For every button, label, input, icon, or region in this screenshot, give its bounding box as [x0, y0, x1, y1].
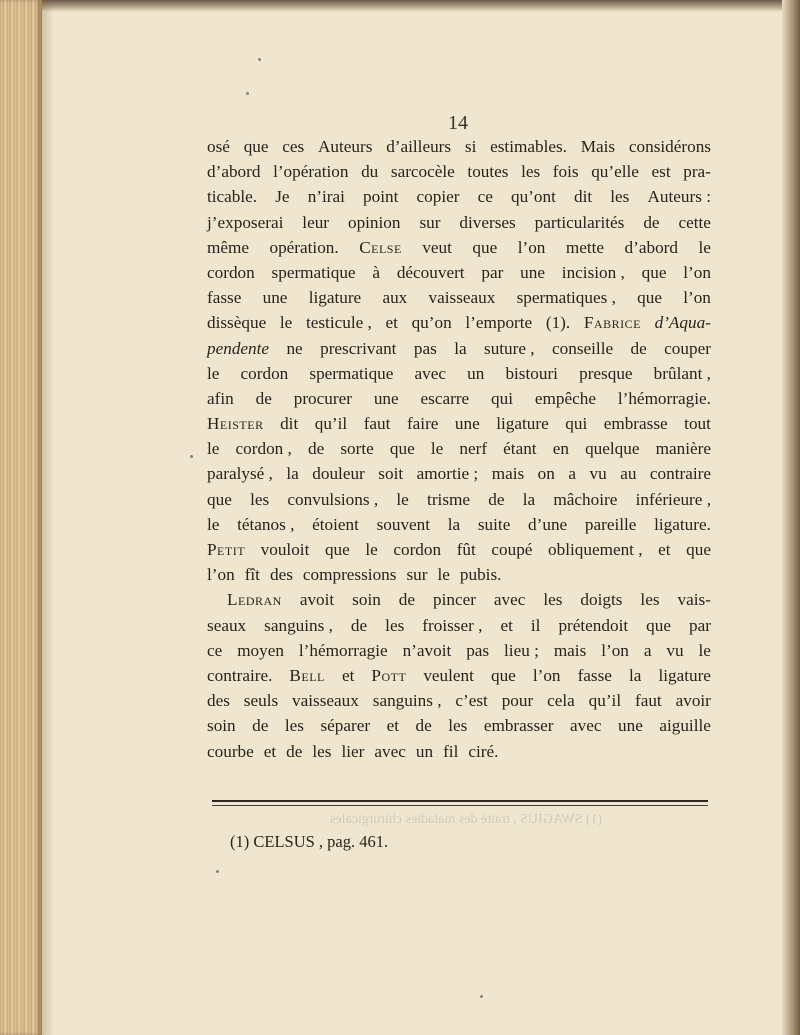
word: d’une [528, 514, 568, 534]
word: d’abord [624, 237, 678, 257]
paper-speck [190, 455, 193, 458]
text-line [207, 562, 711, 587]
top-shadow [0, 0, 800, 12]
word: soit [378, 464, 404, 484]
word: conseille [552, 338, 614, 358]
word: ligature [308, 288, 362, 308]
word: le [437, 565, 450, 585]
word: une [262, 288, 288, 308]
word: froisser , [422, 615, 483, 635]
word: faut [634, 691, 662, 711]
word: avec [570, 716, 602, 736]
word: de [488, 489, 505, 509]
word: ligature. [654, 514, 711, 534]
word: manière [655, 439, 711, 459]
footnote: (1) CELSUS , pag. 461. [230, 832, 389, 851]
word: même [207, 237, 249, 257]
word: aiguille [659, 716, 711, 736]
word: ce [477, 187, 493, 207]
word: toutes [467, 162, 509, 182]
word: inférieure , [635, 489, 711, 509]
word: quelque [585, 439, 640, 459]
text-line [207, 159, 711, 184]
word: Auteurs [318, 137, 373, 156]
word: cordon [240, 363, 289, 383]
word: les [448, 716, 468, 736]
word: copier [416, 187, 460, 207]
word: de [307, 439, 325, 459]
word: fil [443, 741, 459, 761]
word: tétanos , [237, 514, 295, 534]
text-line [207, 613, 711, 638]
word: embrasse [603, 414, 668, 434]
text-line [207, 461, 711, 486]
word: Celse [359, 237, 402, 257]
word: les [250, 489, 270, 509]
word: pour [501, 691, 534, 711]
word: étoient [312, 514, 359, 534]
word: et [500, 615, 513, 635]
word: il [530, 615, 541, 635]
word: bistouri [505, 363, 558, 383]
word: et [658, 540, 671, 559]
word: souvent [376, 514, 431, 534]
word: lieu ; [504, 640, 539, 660]
word: particularités [534, 212, 625, 232]
word: pas [466, 640, 490, 660]
word: le [698, 640, 711, 660]
word: prescrivant [320, 338, 397, 358]
word: procurer [293, 388, 352, 408]
word: la [628, 665, 642, 685]
word: a [643, 640, 652, 660]
word: par [688, 615, 711, 635]
word: ce [207, 640, 223, 660]
word: seaux [207, 615, 247, 635]
word: Fabrice [583, 313, 641, 333]
word: veut [422, 237, 452, 257]
word: de [630, 338, 647, 358]
word: fasse [207, 288, 242, 308]
word: vaisseaux [292, 691, 359, 711]
word: le [279, 313, 293, 333]
word: de [415, 716, 432, 736]
word: vais- [677, 590, 711, 610]
word: à [372, 262, 380, 282]
word: que [324, 540, 350, 559]
word: a [568, 464, 576, 484]
word: l’emporte [465, 313, 533, 333]
word: courbe [207, 741, 254, 761]
word: nerf [459, 439, 488, 459]
word: que [646, 615, 671, 635]
word: l’on [532, 665, 561, 685]
word: contraire [649, 464, 711, 484]
word: l’on [517, 237, 546, 257]
text-line [207, 713, 711, 738]
word: le [207, 514, 220, 534]
word: un [467, 363, 485, 383]
text-line [207, 285, 711, 310]
word: de [350, 615, 368, 635]
word: Bell [289, 665, 325, 685]
text-line [207, 336, 711, 361]
word: cordon , [235, 439, 292, 459]
word: Heister [207, 414, 264, 434]
word: que [490, 665, 516, 685]
word: pra- [683, 162, 711, 182]
word: les [543, 590, 563, 610]
word: mais [553, 640, 587, 660]
word: pareille [584, 514, 637, 534]
word: doigts [580, 590, 623, 610]
word: compressions [302, 565, 397, 585]
word: les [610, 187, 630, 207]
text-line [207, 386, 711, 411]
word: paralysé , [207, 464, 273, 484]
text-line [207, 587, 711, 612]
text-line [207, 487, 711, 512]
word: sanguins , [264, 615, 333, 635]
word: faut [363, 414, 391, 434]
word: diverses [459, 212, 516, 232]
word: de [255, 388, 272, 408]
word: est [651, 162, 671, 182]
text-line [207, 436, 711, 461]
word: escarre [420, 388, 470, 408]
word: les [385, 615, 405, 635]
word: opinion [347, 212, 401, 232]
word: une [373, 388, 399, 408]
word: que [207, 489, 232, 509]
word: des [269, 565, 293, 585]
paper-speck [246, 92, 249, 95]
text-line [207, 512, 711, 537]
word: sur [419, 212, 441, 232]
word: du [361, 162, 379, 182]
word: fois [552, 162, 579, 182]
word: convulsions , [287, 489, 379, 509]
word: les [312, 741, 332, 761]
word: le [207, 363, 220, 383]
word: et [385, 313, 398, 333]
word: sorte [340, 439, 374, 459]
word: mette [565, 237, 605, 257]
word: l’hémorragie [298, 640, 388, 660]
word: l’opération [273, 162, 349, 182]
page-edges-left [0, 0, 42, 1035]
word: Pott [371, 665, 407, 685]
word: et [386, 716, 400, 736]
word: cordon [393, 540, 442, 559]
word: et [263, 741, 277, 761]
text-line [207, 638, 711, 663]
word: cordon [207, 262, 255, 282]
word: la [522, 489, 536, 509]
word: avec [414, 363, 446, 383]
word: que [637, 288, 662, 308]
word: ces [282, 137, 305, 156]
word: vu [589, 464, 607, 484]
word: sarcocèle [390, 162, 455, 182]
word: le [430, 439, 444, 459]
word: spermatiques , [516, 288, 616, 308]
word: Je [275, 187, 290, 207]
word: découvert [396, 262, 465, 282]
word: dissèque [207, 313, 267, 333]
word: sanguins , [372, 691, 442, 711]
word: fût [456, 540, 476, 559]
word: fasse [577, 665, 612, 685]
word: estimables. [490, 137, 567, 156]
word: avec [493, 590, 526, 610]
word: de [252, 716, 269, 736]
word: dit [280, 414, 299, 434]
word: que [641, 262, 667, 282]
text-line [207, 134, 711, 159]
word: dit [573, 187, 593, 207]
word: l’hémorragie. [617, 388, 711, 408]
word: ligature [658, 665, 711, 685]
word: j’exposerai [207, 212, 284, 232]
word: l’on [207, 565, 235, 585]
text-line [207, 411, 711, 436]
word: des [207, 691, 230, 711]
word: un [415, 741, 434, 761]
word: la [454, 338, 467, 358]
word: ciré. [468, 741, 499, 761]
word: n’avoit [402, 640, 452, 660]
word: la [286, 464, 299, 484]
word: qu’ont [510, 187, 556, 207]
word: brûlant , [653, 363, 711, 383]
book-gutter [38, 0, 54, 1035]
word: empêche [534, 388, 596, 408]
text-line [207, 739, 711, 764]
word: leur [302, 212, 330, 232]
word: par [481, 262, 504, 282]
word: d’abord [207, 162, 261, 182]
word: qu’il [314, 414, 348, 434]
footnote-rule-thick [212, 800, 708, 802]
text-line [207, 310, 711, 335]
word: de [643, 212, 660, 232]
word: les [640, 590, 660, 610]
text-line [207, 235, 711, 260]
word: cela [547, 691, 575, 711]
word: Ledran [227, 590, 282, 610]
word: les [284, 716, 304, 736]
word: qu’elle [591, 162, 639, 182]
word: une [520, 262, 545, 282]
word: vouloit [260, 540, 310, 559]
word: osé [207, 137, 230, 156]
word: vu [666, 640, 684, 660]
word: amortie ; [416, 464, 479, 484]
word: incision , [561, 262, 625, 282]
word: avoit [299, 590, 335, 610]
word: que [472, 237, 498, 257]
word: le [396, 489, 409, 509]
word: veulent [423, 665, 474, 685]
word: trisme [427, 489, 471, 509]
word: prétendoit [558, 615, 629, 635]
word: sur [406, 565, 428, 585]
text-line [207, 361, 711, 386]
word: ticable. [207, 187, 258, 207]
word: les [521, 162, 541, 182]
word: suture , [484, 338, 535, 358]
word: soin [207, 716, 236, 736]
word: qu’on [411, 313, 452, 333]
word: étant [503, 439, 537, 459]
word: qui [491, 388, 514, 408]
word: d’ailleurs [386, 137, 452, 156]
word: faire [406, 414, 439, 434]
word: embrasser [483, 716, 554, 736]
word: opération. [269, 237, 339, 257]
word: le [365, 540, 378, 559]
text-line [207, 688, 711, 713]
word: soin [352, 590, 381, 610]
word: coupé [491, 540, 533, 559]
word: on [537, 464, 555, 484]
word: considérons [628, 137, 711, 156]
word: afin [207, 388, 234, 408]
paper-speck [258, 58, 261, 61]
word: la [447, 514, 461, 534]
word: Auteurs : [647, 187, 711, 207]
word: suite [477, 514, 511, 534]
word: que [243, 137, 269, 156]
text-line [207, 537, 711, 562]
word: presque [579, 363, 633, 383]
word: aux [382, 288, 408, 308]
word: qui [565, 414, 588, 434]
word: si [464, 137, 477, 156]
word: pas [413, 338, 437, 358]
word: en [552, 439, 569, 459]
body-text [207, 134, 711, 764]
word: fît [244, 565, 260, 585]
word: lier [341, 741, 365, 761]
word: de [398, 590, 416, 610]
word: pendente [207, 338, 270, 358]
text-line [207, 210, 711, 235]
word: n’irai [307, 187, 345, 207]
word: douleur [312, 464, 365, 484]
word: et [341, 665, 355, 685]
word: le [207, 439, 220, 459]
page-number: 14 [448, 112, 468, 134]
text-line [207, 184, 711, 209]
text-line [207, 663, 711, 688]
word: testicule , [305, 313, 372, 333]
word: seuls [243, 691, 279, 711]
word: l’on [683, 288, 711, 308]
word: séparer [320, 716, 371, 736]
word: d’Aqua- [654, 313, 711, 333]
footnote-rule-thin [212, 805, 708, 806]
page-edge-right [782, 0, 800, 1035]
word: vaisseaux [428, 288, 496, 308]
word: tout [684, 414, 711, 434]
word: une [454, 414, 480, 434]
word: (1). [545, 313, 571, 333]
word: qu’il [588, 691, 622, 711]
word: ne [286, 338, 303, 358]
text-line [207, 260, 711, 285]
word: l’on [601, 640, 629, 660]
word: avoir [675, 691, 711, 711]
word: l’on [683, 262, 711, 282]
word: contraire. [207, 665, 273, 685]
paper-speck [480, 995, 483, 998]
word: mais [491, 464, 525, 484]
word: au [620, 464, 637, 484]
word: point [363, 187, 399, 207]
word: de [286, 741, 303, 761]
paper-speck [216, 870, 219, 873]
word: Petit [207, 540, 246, 559]
word: mâchoire [553, 489, 618, 509]
word: le [698, 237, 711, 257]
word: une [618, 716, 643, 736]
word: obliquement , [548, 540, 643, 559]
word: couper [664, 338, 711, 358]
word: c’est [455, 691, 488, 711]
word: avec [374, 741, 406, 761]
word: pincer [432, 590, 476, 610]
word: que [686, 540, 711, 559]
word: cette [678, 212, 711, 232]
word: moyen [237, 640, 284, 660]
word: ligature [496, 414, 549, 434]
word: pubis. [459, 565, 502, 585]
word: Mais [580, 137, 616, 156]
word: que [389, 439, 415, 459]
word: spermatique [309, 363, 394, 383]
word: spermatique [271, 262, 356, 282]
bleed-through-text: (1) SWAGIUS , traité des maladies chirurgicales [330, 812, 603, 827]
